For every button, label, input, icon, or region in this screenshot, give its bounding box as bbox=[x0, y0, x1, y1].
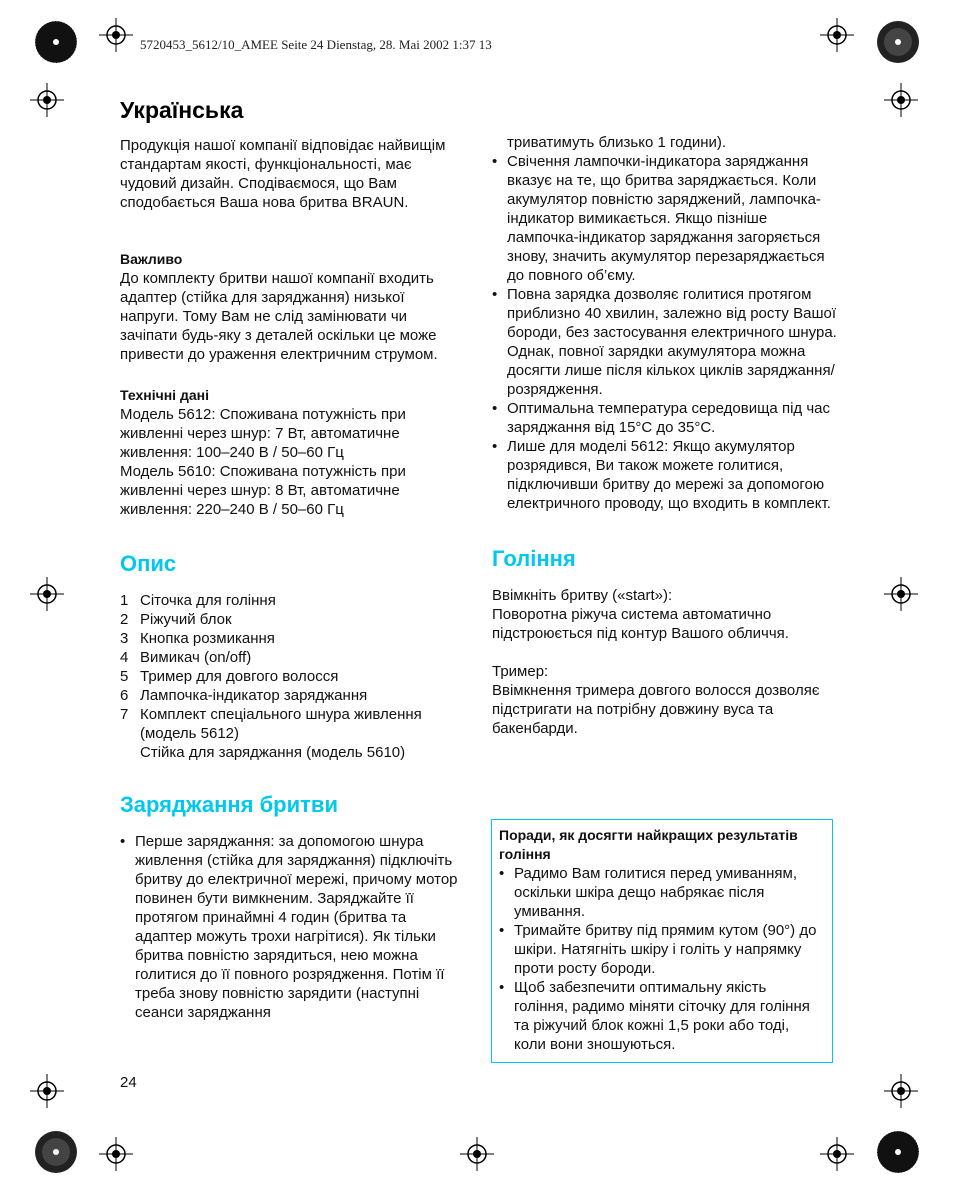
tech-line: Модель 5612: Споживана потужність при живленні через шнур: 7 Вт, автоматичне живлення: 100–240 В / 50–60 Гц bbox=[120, 406, 406, 461]
page-number: 24 bbox=[120, 1074, 137, 1091]
important-paragraph: До комплекту бритви нашої компанії входить адаптер (стійка для заряджання) низької напруги. Тому Вам не слід замінювати чи зачіпати будь-яку з деталей оскільки це може привести до ураження електричним струмом. bbox=[120, 270, 438, 363]
intro-paragraph: Продукція нашої компанії відповідає найвищім стандартам якості, функціональності, має чудовий дизайн. Сподіваємося, що Вам сподобається Ваша нова бритва BRAUN. bbox=[120, 137, 446, 211]
list-item: • Повна зарядка дозволяє голитися протягом приблизно 40 хвилин, залежно від росту Вашої бороди, без застосування електричного шнура. Однак, повної зарядки акумулятора можна досягти лише після кількох циклів заряджання/ розрядження. bbox=[492, 285, 837, 399]
parts-list bbox=[120, 591, 465, 762]
file-header-line: 5720453_5612/10_AMEE Seite 24 Dienstag, 28. Mai 2002 1:37 13 bbox=[140, 37, 492, 52]
list-item: • Тримайте бритву під прямим кутом (90°) до шкіри. Натягніть шкіру і голіть у напрямку проти росту бороди. bbox=[499, 921, 824, 978]
registration-crosshair-icon bbox=[30, 83, 64, 117]
left-column bbox=[120, 96, 465, 1022]
tech-heading: Технічні дані bbox=[120, 387, 209, 403]
registration-crosshair-icon bbox=[884, 577, 918, 611]
trimmer-label: Тример: bbox=[492, 663, 549, 680]
shaving-on-text: Поворотна ріжуча система автоматично підстроюється під контур Вашого обличчя. bbox=[492, 606, 789, 642]
tips-heading: Поради, як досягти найкращих результатів гоління bbox=[499, 827, 798, 862]
list-item: 2 Ріжучий блок bbox=[120, 611, 232, 628]
registration-crosshair-icon bbox=[99, 18, 133, 52]
print-registration-wheel-icon bbox=[34, 1130, 78, 1174]
page-title: Українська bbox=[120, 97, 244, 123]
list-item: 4 Вимикач (on/off) bbox=[120, 649, 252, 666]
tech-line: Модель 5610: Споживана потужність при живленні через шнур: 8 Вт, автоматичне живлення: 220–240 В / 50–60 Гц bbox=[120, 463, 406, 518]
registration-crosshair-icon bbox=[30, 1074, 64, 1108]
description-heading: Опис bbox=[120, 551, 177, 576]
registration-crosshair-icon bbox=[884, 83, 918, 117]
registration-crosshair-icon bbox=[99, 1137, 133, 1171]
list-item: 3 Кнопка розмикання bbox=[120, 630, 275, 647]
list-item: • Лише для моделі 5612: Якщо акумулятор розрядився, Ви також можете голитися, підключивши бритву до мережі за допомогою електричного проводу, що входить в комплект. bbox=[492, 437, 837, 513]
charging-bullets bbox=[492, 152, 837, 513]
charging-list bbox=[120, 832, 465, 1022]
right-column bbox=[492, 133, 837, 738]
list-item-continuation: Стійка для заряджання (модель 5610) bbox=[140, 744, 406, 761]
list-item: 5 Тример для довгого волосся bbox=[120, 668, 339, 685]
shaving-on-label: Ввімкніть бритву («start»): bbox=[492, 587, 673, 604]
registration-crosshair-icon bbox=[884, 1074, 918, 1108]
list-item: • Свічення лампочки-індикатора заряджання вказує на те, що бритва заряджається. Коли акумулятор повністю заряджений, лампочка-індикатор вимикається. Якщо пізніше лампочка-індикатор заряджання загоряється знову, значить акумулятор перезаряджається до повного об’єму. bbox=[492, 152, 837, 285]
list-item: • Перше заряджання: за допомогою шнура живлення (стійка для заряджання) підключіть бритву до електричної мережі, причому мотор повинен бути вимкненим. Заряджайте її протягом принаймні 4 годин (бритва та адаптер можуть трохи нагрітися). Як тільки бритва повністю зарядиться, нею можна голитися до її повного розрядження. Потім її треба знову повністю зарядити (наступні сеанси заряджання bbox=[120, 832, 465, 1022]
print-registration-wheel-icon bbox=[876, 20, 920, 64]
list-item: 6 Лампочка-індикатор заряджання bbox=[120, 687, 368, 704]
charging-continued: триватимуть близько 1 години). bbox=[507, 134, 727, 151]
list-item: 7 Комплект спеціального шнура живлення (модель 5612) bbox=[120, 706, 422, 742]
registration-crosshair-icon bbox=[30, 577, 64, 611]
tips-box bbox=[491, 819, 833, 1063]
tips-list bbox=[499, 864, 824, 1054]
print-registration-wheel-icon bbox=[34, 20, 78, 64]
list-item: 1 Сіточка для гоління bbox=[120, 592, 276, 609]
list-item: • Щоб забезпечити оптимальну якість гоління, радимо міняти сіточку для гоління та ріжучий блок кожні 1,5 роки або тоді, коли вони зношуються. bbox=[499, 978, 824, 1054]
print-registration-wheel-icon bbox=[876, 1130, 920, 1174]
list-item: • Радимо Вам голитися перед умиванням, оскільки шкіра дещо набрякає після умивання. bbox=[499, 864, 824, 921]
trimmer-text: Ввімкнення тримера довгого волосся дозволяє підстригати на потрібну довжину вуса та бакенбарди. bbox=[492, 682, 820, 737]
registration-crosshair-icon bbox=[820, 18, 854, 52]
charging-heading: Заряджання бритви bbox=[120, 792, 338, 817]
registration-crosshair-icon bbox=[460, 1137, 494, 1171]
registration-crosshair-icon bbox=[820, 1137, 854, 1171]
list-item: • Оптимальна температура середовища під час заряджання від 15°C до 35°C. bbox=[492, 399, 837, 437]
shaving-heading: Гоління bbox=[492, 546, 576, 571]
important-heading: Важливо bbox=[120, 251, 183, 267]
